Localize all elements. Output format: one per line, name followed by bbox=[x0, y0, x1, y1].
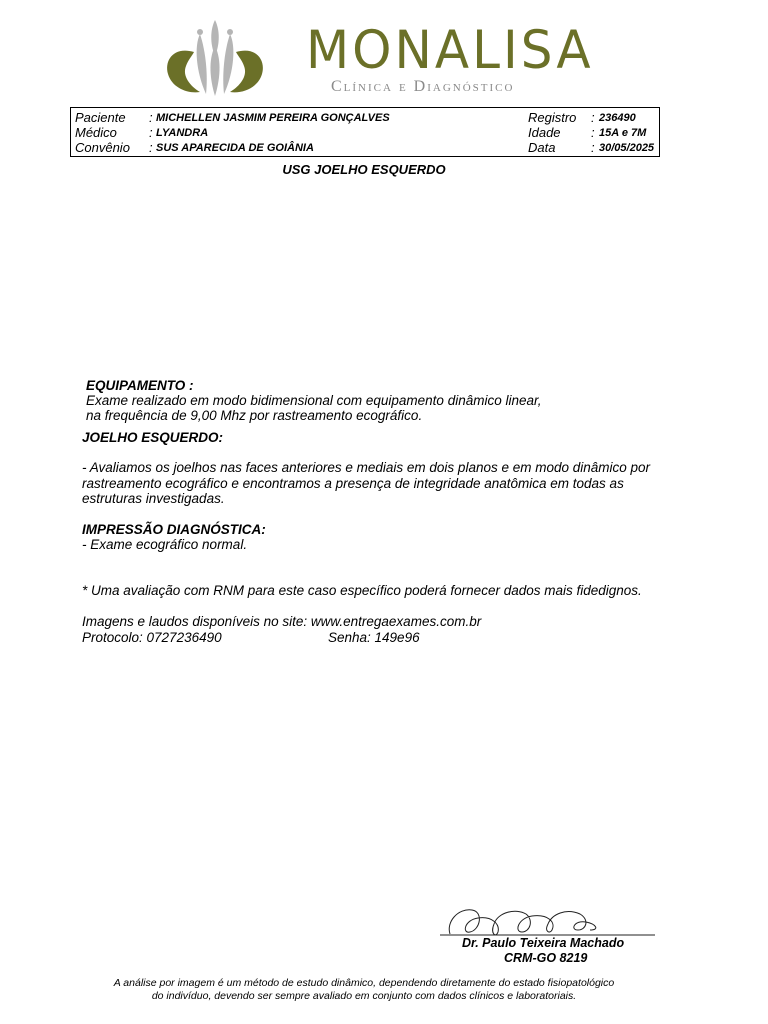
equipment-line: na frequência de 9,00 Mhz por rastreamento ecográfico. bbox=[86, 408, 423, 423]
knee-line: - Avaliamos os joelhos nas faces anteriores e mediais em dois planos e em modo dinâmico por bbox=[82, 460, 651, 475]
registry-number: 236490 bbox=[599, 112, 636, 124]
label-age: Idade bbox=[528, 125, 561, 140]
separator: : bbox=[591, 125, 595, 140]
doctor-name: LYANDRA bbox=[156, 127, 209, 139]
crown-logo-icon bbox=[160, 16, 270, 100]
rnm-note: * Uma avaliação com RNM para este caso específico poderá fornecer dados mais fidedignos. bbox=[82, 583, 642, 598]
separator: : bbox=[149, 140, 153, 155]
site-line: Imagens e laudos disponíveis no site: www.entregaexames.com.br bbox=[82, 614, 482, 629]
disclaimer-footer bbox=[0, 977, 728, 1003]
exam-date: 30/05/2025 bbox=[599, 142, 655, 154]
patient-age: 15A e 7M bbox=[599, 127, 647, 139]
separator: : bbox=[591, 110, 595, 125]
doctor-signature-name: Dr. Paulo Teixeira Machado bbox=[462, 936, 625, 950]
doctor-crm: CRM-GO 8219 bbox=[504, 951, 588, 965]
separator: : bbox=[591, 140, 595, 155]
patient-info-box bbox=[70, 107, 660, 157]
disclaimer-line: A análise por imagem é um método de estudo dinâmico, dependendo diretamente do estado fisiopatológico bbox=[113, 977, 615, 989]
separator: : bbox=[149, 125, 153, 140]
access-password: Senha: 149e96 bbox=[328, 630, 420, 645]
knee-heading: JOELHO ESQUERDO: bbox=[82, 430, 224, 445]
label-registry: Registro bbox=[528, 110, 577, 125]
disclaimer-line: do indivíduo, devendo ser sempre avaliado em conjunto com dados clínicos e laboratoriais. bbox=[151, 990, 577, 1002]
patient-name: MICHELLEN JASMIM PEREIRA GONÇALVES bbox=[156, 112, 390, 124]
clinic-logo bbox=[160, 16, 594, 100]
separator: : bbox=[149, 110, 153, 125]
knee-line: rastreamento ecográfico e encontramos a presença de integridade anatômica em todas as bbox=[82, 476, 624, 491]
impression-line: - Exame ecográfico normal. bbox=[82, 537, 248, 552]
impression-heading: IMPRESSÃO DIAGNÓSTICA: bbox=[82, 522, 266, 537]
brand-name: MONALISA bbox=[306, 19, 594, 81]
label-doctor: Médico bbox=[75, 125, 117, 140]
label-insurance: Convênio bbox=[75, 140, 130, 155]
brand-subtitle: Clínica e Diagnóstico bbox=[331, 78, 515, 95]
equipment-heading: EQUIPAMENTO : bbox=[86, 378, 194, 393]
insurance-name: SUS APARECIDA DE GOIÂNIA bbox=[156, 142, 314, 154]
protocol-number: Protocolo: 0727236490 bbox=[82, 630, 222, 645]
signature-block bbox=[440, 900, 670, 970]
knee-line: estruturas investigadas. bbox=[82, 491, 225, 506]
exam-title: USG JOELHO ESQUERDO bbox=[282, 162, 446, 177]
label-patient: Paciente bbox=[75, 110, 126, 125]
equipment-line: Exame realizado em modo bidimensional com equipamento dinâmico linear, bbox=[86, 393, 542, 408]
label-date: Data bbox=[528, 140, 556, 155]
